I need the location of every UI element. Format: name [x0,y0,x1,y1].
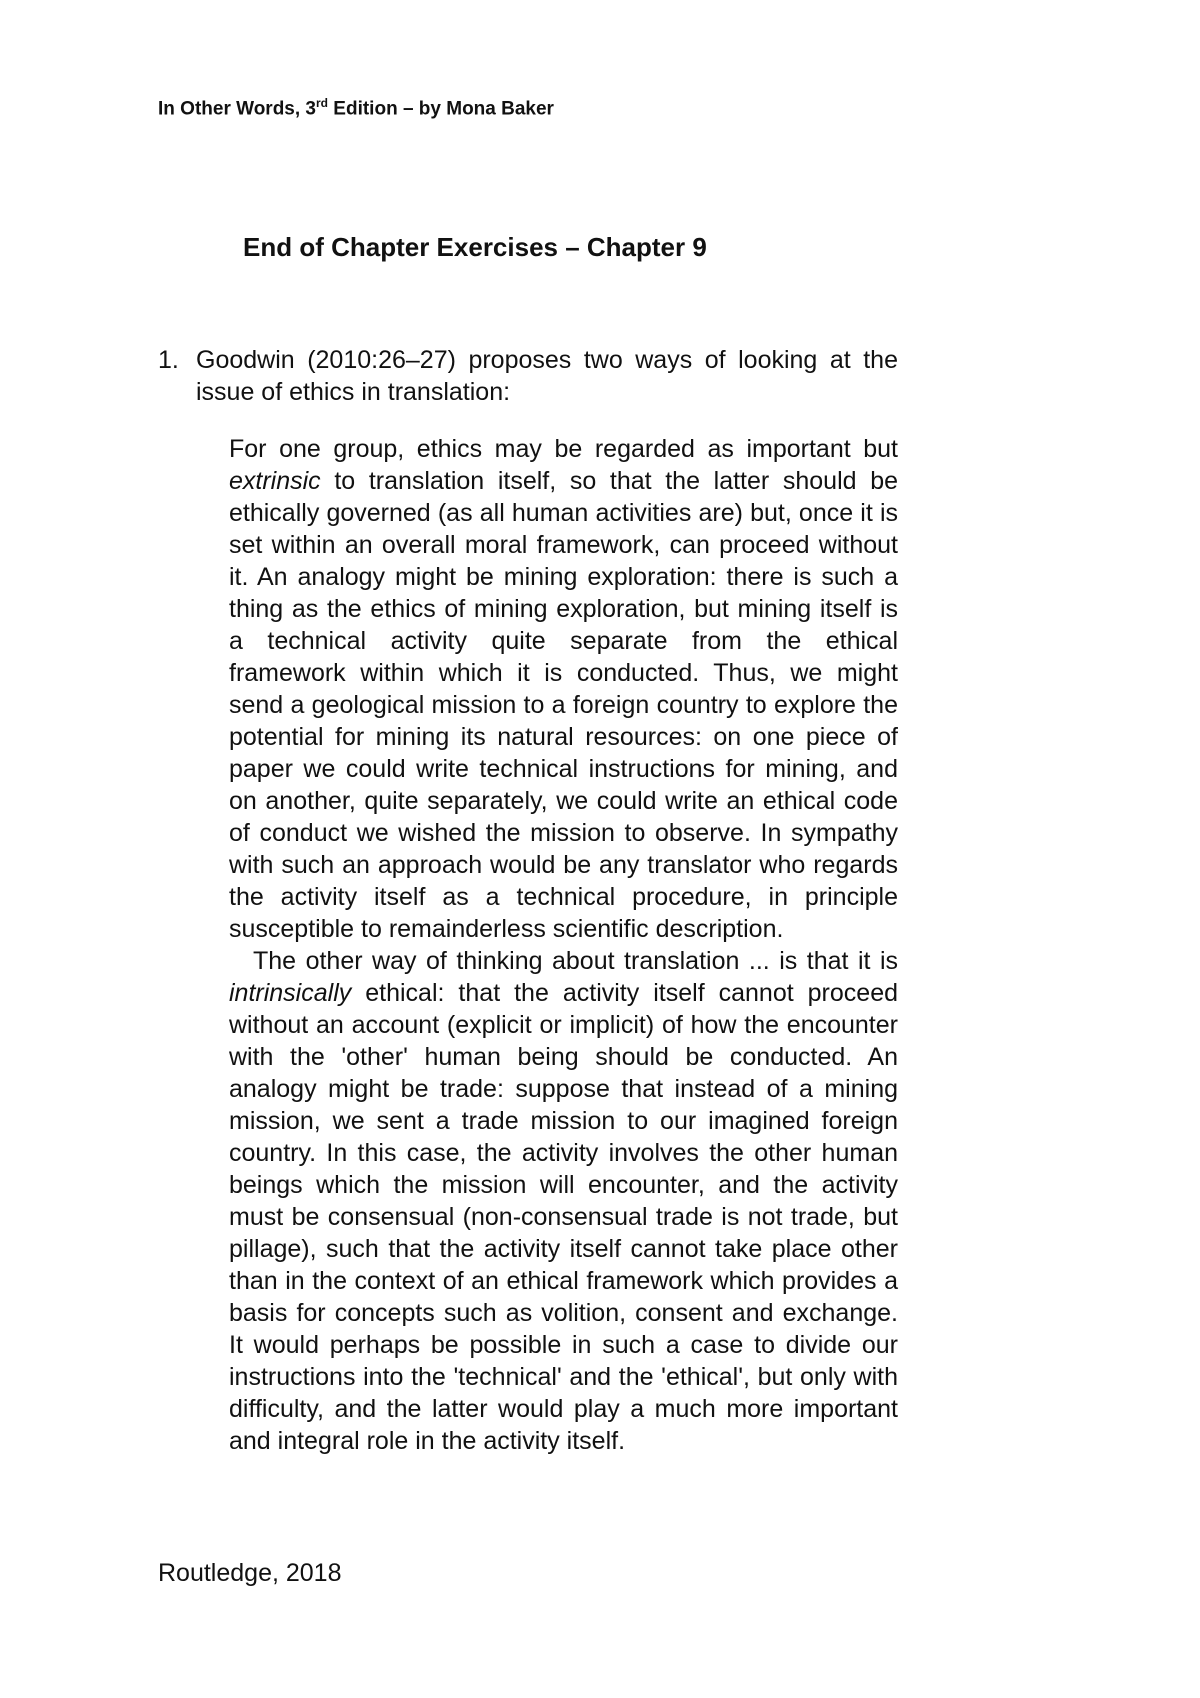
quote-p2-rest: ethical: that the activity itself cannot proceed without an account (explicit or implicit) of how the encounter with the 'other' human being should be conducted. An analogy might be trade: suppose that instead of a mining mission, we sent a trade mission to our imagined foreign country. In this case, the activity involves the other human beings which the mission will encounter, and the activity must be consensual (non-consensual trade is not trade, but pillage), such that the activity itself cannot take place other than in the context of an ethical framework which provides a basis for concepts such as volition, consent and exchange. It would perhaps be possible in such a case to divide our instructions into the 'technical' and the 'ethical', but only with difficulty, and the latter would play a much more important and integral role in the activity itself. [229,979,898,1455]
quote-paragraph-2 [229,945,898,1457]
header-prefix: In Other Words, 3 [158,98,317,120]
question-number: 1. [158,346,179,374]
quote-p2-emphasis: intrinsically [229,979,352,1007]
header-superscript: rd [316,96,329,110]
quote-p1-start: For one group, ethics may be regarded as important but [229,435,898,463]
quote-paragraph-1 [229,433,898,945]
quote-p2-start: The other way of thinking about translation ... is that it is [253,947,898,975]
quote-p1-rest: to translation itself, so that the latter should be ethically governed (as all human activities are) but, once it is set within an overall moral framework, can proceed without it. An analogy might be mining exploration: there is such a thing as the ethics of mining exploration, but mining itself is a technical activity quite separate from the ethical framework within which it is conducted. Thus, we might send a geological mission to a foreign country to explore the potential for mining its natural resources: on one piece of paper we could write technical instructions for mining, and on another, quite separately, we could write an ethical code of conduct we wished the mission to observe. In sympathy with such an approach would be any translator who regards the activity itself as a technical procedure, in principle susceptible to remainderless scientific description. [229,467,898,943]
question-intro: Goodwin (2010:26–27) proposes two ways of looking at the issue of ethics in translation: [196,346,898,406]
quote-p1-emphasis: extrinsic [229,467,321,495]
header-suffix: Edition – by Mona Baker [328,98,554,120]
running-header [158,96,554,120]
page-title: End of Chapter Exercises – Chapter 9 [243,232,707,262]
block-quote [229,433,898,1457]
page-footer: Routledge, 2018 [158,1559,342,1587]
